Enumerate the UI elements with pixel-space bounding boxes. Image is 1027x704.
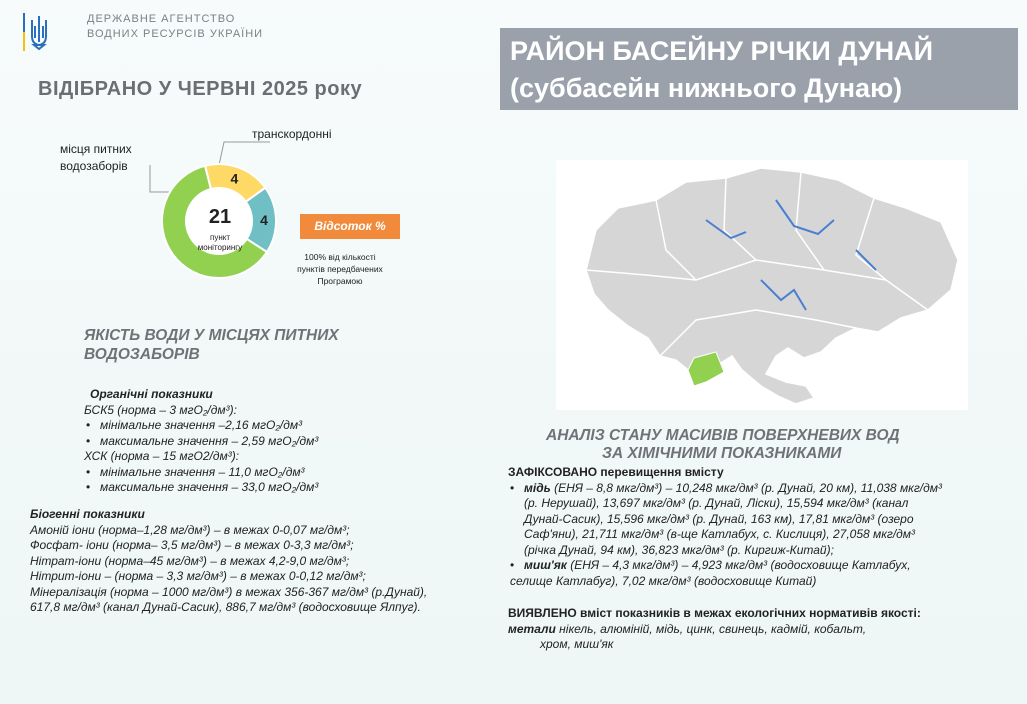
percent-note xyxy=(280,251,400,287)
arsenic-line-2: селище Катлабуг), 7,02 мкг/дм³ (водосховище Китай) xyxy=(510,573,817,588)
label-drinking-line-1: місця питних xyxy=(60,142,132,156)
donut-segment-label-1: 4 xyxy=(260,211,268,228)
ammonium-row: Амоній іони (норма–1,28 мг/дм³) – в межах 0-0,07 мг/дм³; xyxy=(30,522,350,537)
nitrite-row: Нітрит-іони – (норма – 3,3 мг/дм³) – в межах 0-0,12 мг/дм³; xyxy=(30,569,366,583)
ukraine-map xyxy=(556,160,968,410)
percent-note-2: пунктів передбачених xyxy=(297,264,383,274)
nitrate-row: Нітрат-іони (норма–45 мг/дм³) – в межах 4,2-9,0 мг/дм³; xyxy=(30,553,350,568)
copper-line-2: (р. Нерушай), 13,697 мкг/дм³ (р. Дунай, Ліски), 15,594 мкг/дм³ (канал xyxy=(524,496,909,510)
donut-total: 21 xyxy=(208,206,232,228)
bsk-title: БСК5 (норма – 3 мгО₂/дм³): xyxy=(84,402,237,417)
label-drinking-intakes xyxy=(60,141,132,175)
collected-heading: ВІДІБРАНО У ЧЕРВНІ 2025 року xyxy=(38,78,363,100)
mineral-row-1: Мінералізація (норма – 1000 мг/дм³) в межах 356-367 мг/дм³ (р.Дунай), xyxy=(30,584,428,599)
agency-line-1: ДЕРЖАВНЕ АГЕНТСТВО xyxy=(87,13,236,25)
copper-name: мідь xyxy=(524,480,551,495)
exceed-title: ЗАФІКСОВАНО перевищення вмісту xyxy=(508,465,724,479)
percent-badge: Відсоток % xyxy=(300,214,400,239)
analysis-heading-2: ЗА ХІМІЧНИМИ ПОКАЗНИКАМИ xyxy=(602,445,842,462)
metals-name: метали xyxy=(508,621,556,636)
mineral-row-2: 617,8 мг/дм³ (канал Дунай-Сасик), 886,7 мг/дм³ (водосховище Ялпуг). xyxy=(30,600,421,614)
quality-heading-1: ЯКІСТЬ ВОДИ У МІСЦЯХ ПИТНИХ xyxy=(84,327,339,344)
hsk-max: • максимальне значення – 33,0 мгО₂/дм³ xyxy=(84,480,484,496)
analysis-block xyxy=(508,465,1018,653)
quality-heading xyxy=(84,326,424,364)
metals-line-2: хром, миш'як xyxy=(540,637,614,651)
analysis-heading xyxy=(546,427,976,463)
hsk-min: • мінімальне значення – 11,0 мгО₂/дм³ xyxy=(84,465,484,481)
label-drinking-line-2: водозаборів xyxy=(60,159,128,173)
donut-total-label-1: пункт xyxy=(209,233,230,242)
donut-segment-label-0: 4 xyxy=(230,170,239,187)
within-title: ВИЯВЛЕНО вміст показників в межах екологічних нормативів якості: xyxy=(508,606,921,620)
biogenic-indicators xyxy=(30,507,500,616)
metals-item xyxy=(508,622,1018,638)
hsk-title: ХСК (норма – 15 мгО2/дм³): xyxy=(84,449,240,463)
copper-line-1: (ЕНЯ – 8,8 мкг/дм³) – 10,248 мкг/дм³ (р. Дунай, 20 км), 11,038 мкг/дм³ xyxy=(550,480,942,495)
phosphate-row: Фосфат- іони (норма– 3,5 мг/дм³) – в межах 0-3,3 мг/дм³; xyxy=(30,538,354,552)
biogenic-title: Біогенні показники xyxy=(30,507,145,521)
donut-total-label-2: моніторингу xyxy=(197,243,243,252)
arsenic-name: миш'як xyxy=(524,558,567,572)
organic-title: Органічні показники xyxy=(90,387,213,401)
page-title xyxy=(500,28,1018,110)
page-title-line-1: РАЙОН БАСЕЙНУ РІЧКИ ДУНАЙ xyxy=(510,36,934,66)
agency-name xyxy=(87,12,263,42)
percent-note-1: 100% від кількості xyxy=(304,252,376,262)
page-title-line-2: (суббасейн нижнього Дунаю) xyxy=(510,73,903,103)
bsk-max: • максимальне значення – 2,59 мгО₂/дм³ xyxy=(84,434,484,450)
quality-heading-2: ВОДОЗАБОРІВ xyxy=(84,346,200,363)
copper-line-3: Дунай-Сасик), 15,596 мкг/дм³ (р. Дунай, 163 км), 17,81 мкг/дм³ (озеро xyxy=(524,511,914,526)
donut-total-label xyxy=(190,233,250,253)
copper-line-4: Саф'яни), 21,711 мкг/дм³ (в-ще Катлабух, с. Кислиця), 27,058 мкг/дм³ xyxy=(524,527,916,541)
copper-item xyxy=(508,481,1018,497)
coat-of-arms-icon xyxy=(22,12,56,52)
agency-line-2: ВОДНИХ РЕСУРСІВ УКРАЇНИ xyxy=(87,28,264,40)
arsenic-item xyxy=(508,558,1018,574)
arsenic-line-1: (ЕНЯ – 4,3 мкг/дм³) – 4,923 мкг/дм³ (водосховище Катлабух, xyxy=(566,558,911,572)
ukraine-map-graphic xyxy=(556,160,968,410)
metals-line-1: нікель, алюміній, мідь, цинк, свинець, кадмій, кобальт, xyxy=(555,621,867,636)
analysis-heading-1: АНАЛІЗ СТАНУ МАСИВІВ ПОВЕРХНЕВИХ ВОД xyxy=(546,427,900,444)
label-transboundary: транскордонні xyxy=(252,127,332,141)
percent-note-3: Програмою xyxy=(317,276,363,286)
organic-indicators xyxy=(84,387,484,496)
bsk-min: • мінімальне значення –2,16 мгО₂/дм³ xyxy=(84,418,484,434)
copper-line-5: (річка Дунай, 94 км), 36,823 мкг/дм³ (р. Киргиж-Китай); xyxy=(524,542,834,557)
